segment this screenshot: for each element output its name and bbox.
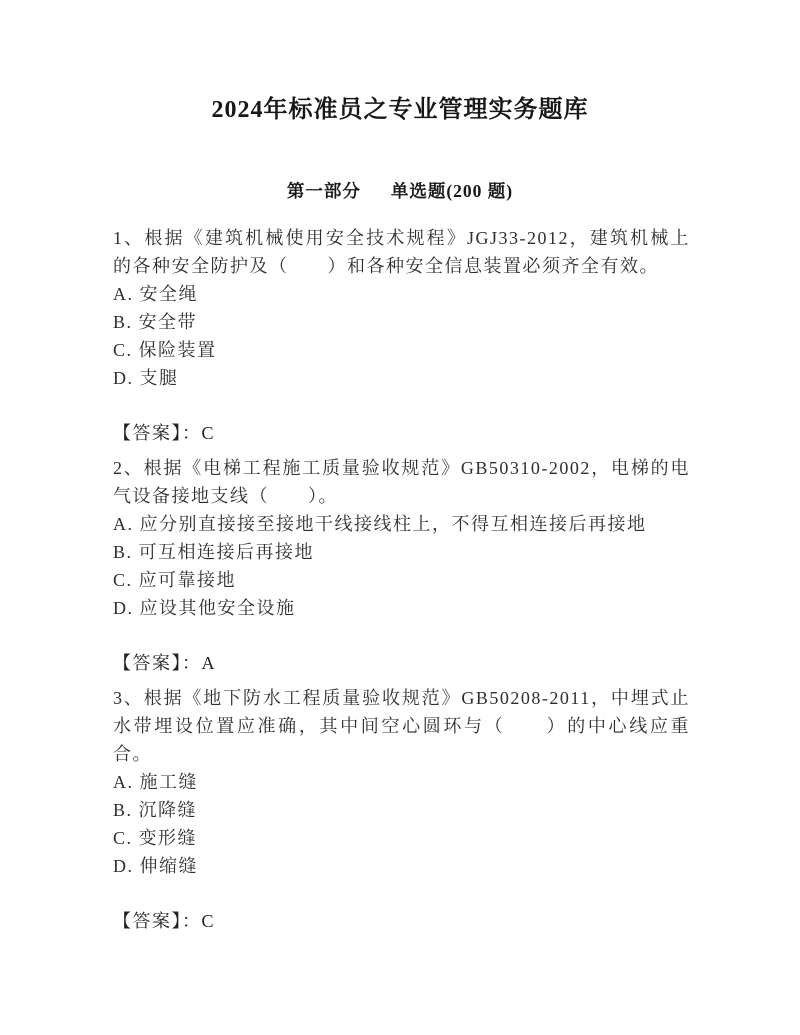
question-3-option-c: C. 变形缝 <box>113 828 198 848</box>
section-part-label: 第一部分 <box>286 181 361 201</box>
question-2-option-c: C. 应可靠接地 <box>113 570 237 590</box>
question-2-option-d: D. 应设其他安全设施 <box>113 598 296 618</box>
questions-area <box>0 224 800 935</box>
question-1-stem: 1、根据《建筑机械使用安全技术规程》JGJ33-2012，建筑机械上的各种安全防护及（ ）和各种安全信息装置必须齐全有效。 <box>113 228 690 276</box>
question-3-option-d: D. 伸缩缝 <box>113 856 198 876</box>
question-2-option-a: A. 应分别直接接至接地干线接线柱上，不得互相连接后再接地 <box>113 514 647 534</box>
question-2-answer: 【答案】：A <box>113 653 216 673</box>
question-1-option-b: B. 安全带 <box>113 312 198 332</box>
question-2-stem: 2、根据《电梯工程施工质量验收规范》GB50310-2002，电梯的电气设备接地支线（ ）。 <box>113 458 690 506</box>
section-type-label: 单选题(200 题) <box>390 181 514 201</box>
question-3-stem: 3、根据《地下防水工程质量验收规范》GB50208-2011，中埋式止水带埋设位置应准确，其中间空心圆环与（ ）的中心线应重合。 <box>113 688 690 764</box>
question-3-answer: 【答案】：C <box>113 911 216 931</box>
question-1-answer: 【答案】：C <box>113 423 216 443</box>
question-2-option-b: B. 可互相连接后再接地 <box>113 542 315 562</box>
question-1-option-a: A. 安全绳 <box>113 284 198 304</box>
question-block-1 <box>113 224 690 447</box>
question-3-option-a: A. 施工缝 <box>113 772 198 792</box>
section-heading <box>0 178 800 204</box>
question-1-option-d: D. 支腿 <box>113 368 179 388</box>
question-block-3 <box>113 684 690 935</box>
question-3-option-b: B. 沉降缝 <box>113 800 198 820</box>
question-block-2 <box>113 454 690 677</box>
document-title: 2024年标准员之专业管理实务题库 <box>211 97 589 123</box>
question-1-option-c: C. 保险装置 <box>113 340 217 360</box>
